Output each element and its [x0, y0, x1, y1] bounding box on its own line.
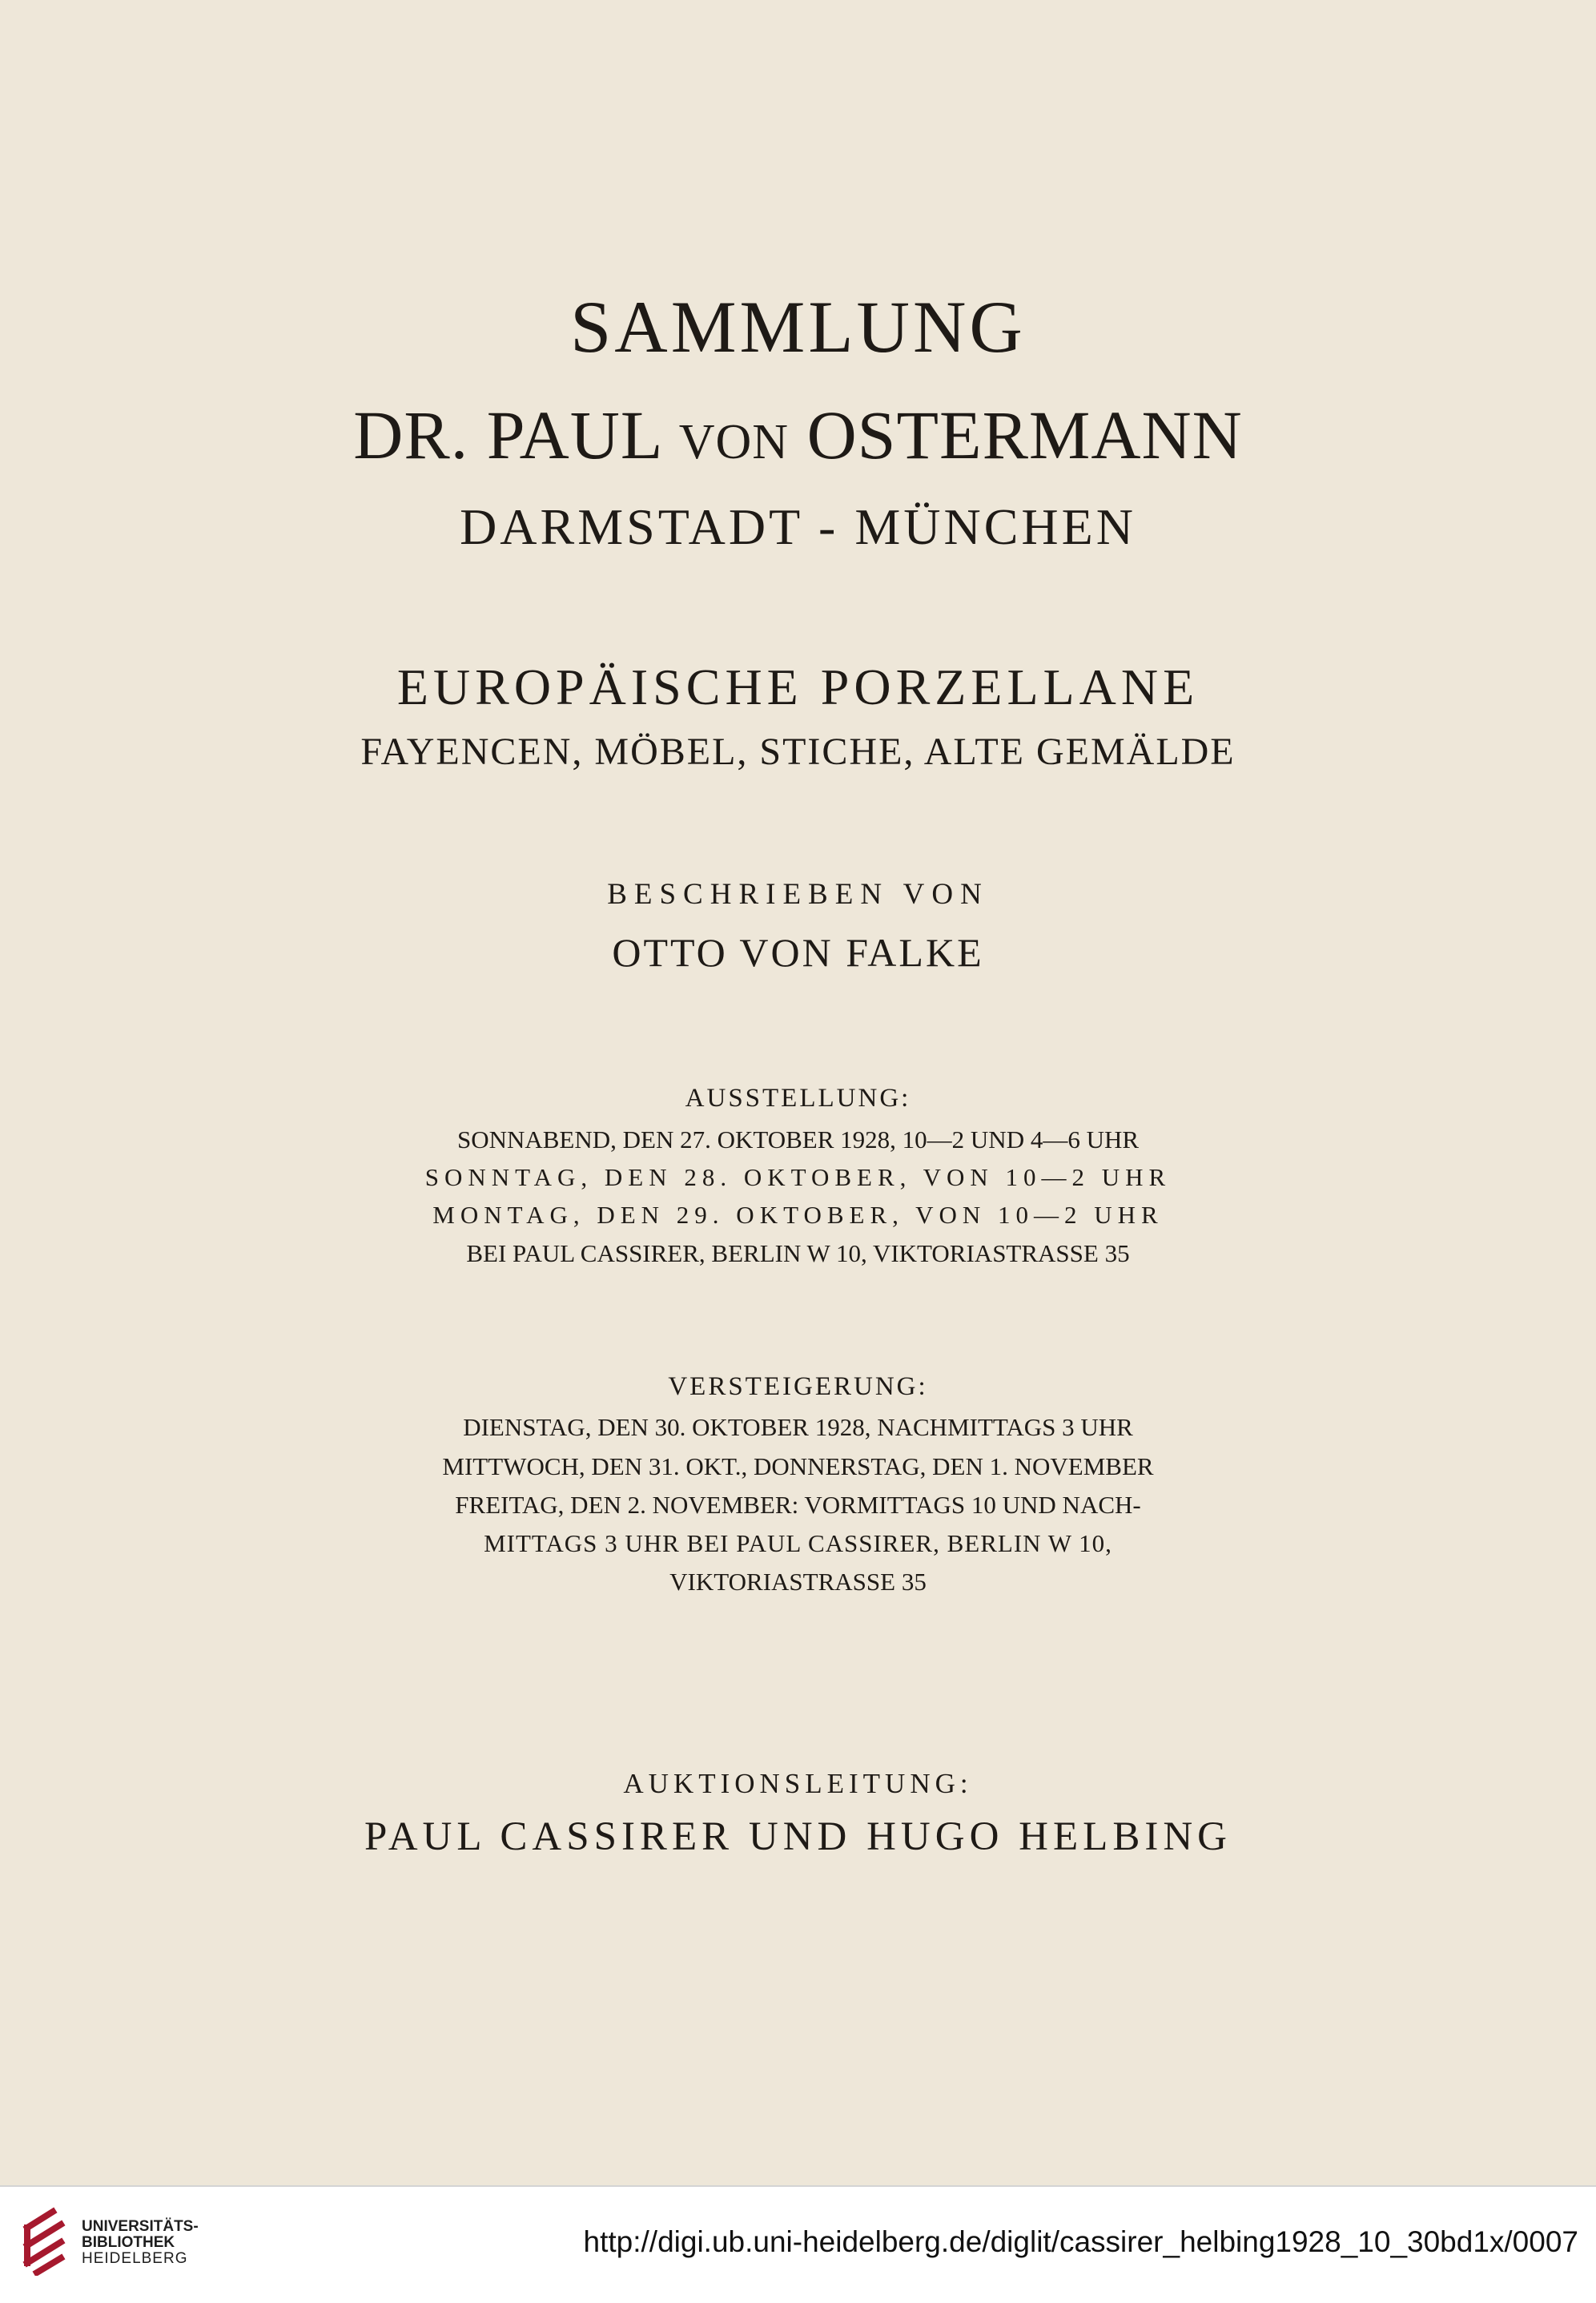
- library-name-line3: HEIDELBERG: [82, 2250, 188, 2267]
- auction-line: FREITAG, DEN 2. NOVEMBER: VORMITTAGS 10 UND NACH-: [455, 1491, 1141, 1519]
- leadership-names: PAUL CASSIRER UND HUGO HELBING: [364, 1814, 1232, 1859]
- exhibition-line: SONNTAG, DEN 28. OKTOBER, VON 10—2 UHR: [424, 1163, 1172, 1191]
- auction-line: DIENSTAG, DEN 30. OKTOBER 1928, NACHMITTAGS 3 UHR: [463, 1413, 1133, 1441]
- source-url-link[interactable]: http://digi.ub.uni-heidelberg.de/diglit/cassirer_helbing1928_10_30bd1x/0007: [583, 2225, 1578, 2258]
- university-library-logo-icon: [21, 2207, 67, 2276]
- title-collector-name: [0, 397, 1596, 473]
- exhibition-line: MONTAG, DEN 29. OKTOBER, VON 10—2 UHR: [432, 1201, 1164, 1229]
- author-name: OTTO VON FALKE: [612, 930, 984, 975]
- subtitle-categories: FAYENCEN, MÖBEL, STICHE, ALTE GEMÄLDE: [360, 731, 1236, 773]
- footer-bar: [0, 2185, 1596, 2303]
- library-name-line1: UNIVERSITÄTS-: [82, 2218, 199, 2235]
- title-name-particle: VON: [678, 415, 790, 469]
- subtitle-porcelain: EUROPÄISCHE PORZELLANE: [396, 658, 1200, 715]
- library-name: [82, 2219, 199, 2267]
- auction-line: VIKTORIASTRASSE 35: [669, 1568, 927, 1596]
- exhibition-heading: AUSSTELLUNG:: [685, 1084, 911, 1113]
- leadership-heading: AUKTIONSLEITUNG:: [623, 1768, 973, 1799]
- auction-line: MITTAGS 3 UHR BEI PAUL CASSIRER, BERLIN W 10,: [484, 1529, 1112, 1557]
- auction-heading: VERSTEIGERUNG:: [668, 1372, 928, 1401]
- library-name-line2: BIBLIOTHEK: [82, 2234, 175, 2251]
- exhibition-line: SONNABEND, DEN 27. OKTOBER 1928, 10—2 UND 4—6 UHR: [456, 1125, 1140, 1154]
- title-name-part1: DR. PAUL: [353, 397, 661, 473]
- auction-line: MITTWOCH, DEN 31. OKT., DONNERSTAG, DEN 1. NOVEMBER: [442, 1452, 1154, 1480]
- author-label: BESCHRIEBEN VON: [607, 878, 989, 911]
- title-collection: SAMMLUNG: [570, 286, 1026, 368]
- title-name-part3: OSTERMANN: [806, 397, 1243, 473]
- exhibition-line: BEI PAUL CASSIRER, BERLIN W 10, VIKTORIASTRASSE 35: [466, 1239, 1130, 1267]
- title-cities: DARMSTADT - MÜNCHEN: [460, 498, 1136, 555]
